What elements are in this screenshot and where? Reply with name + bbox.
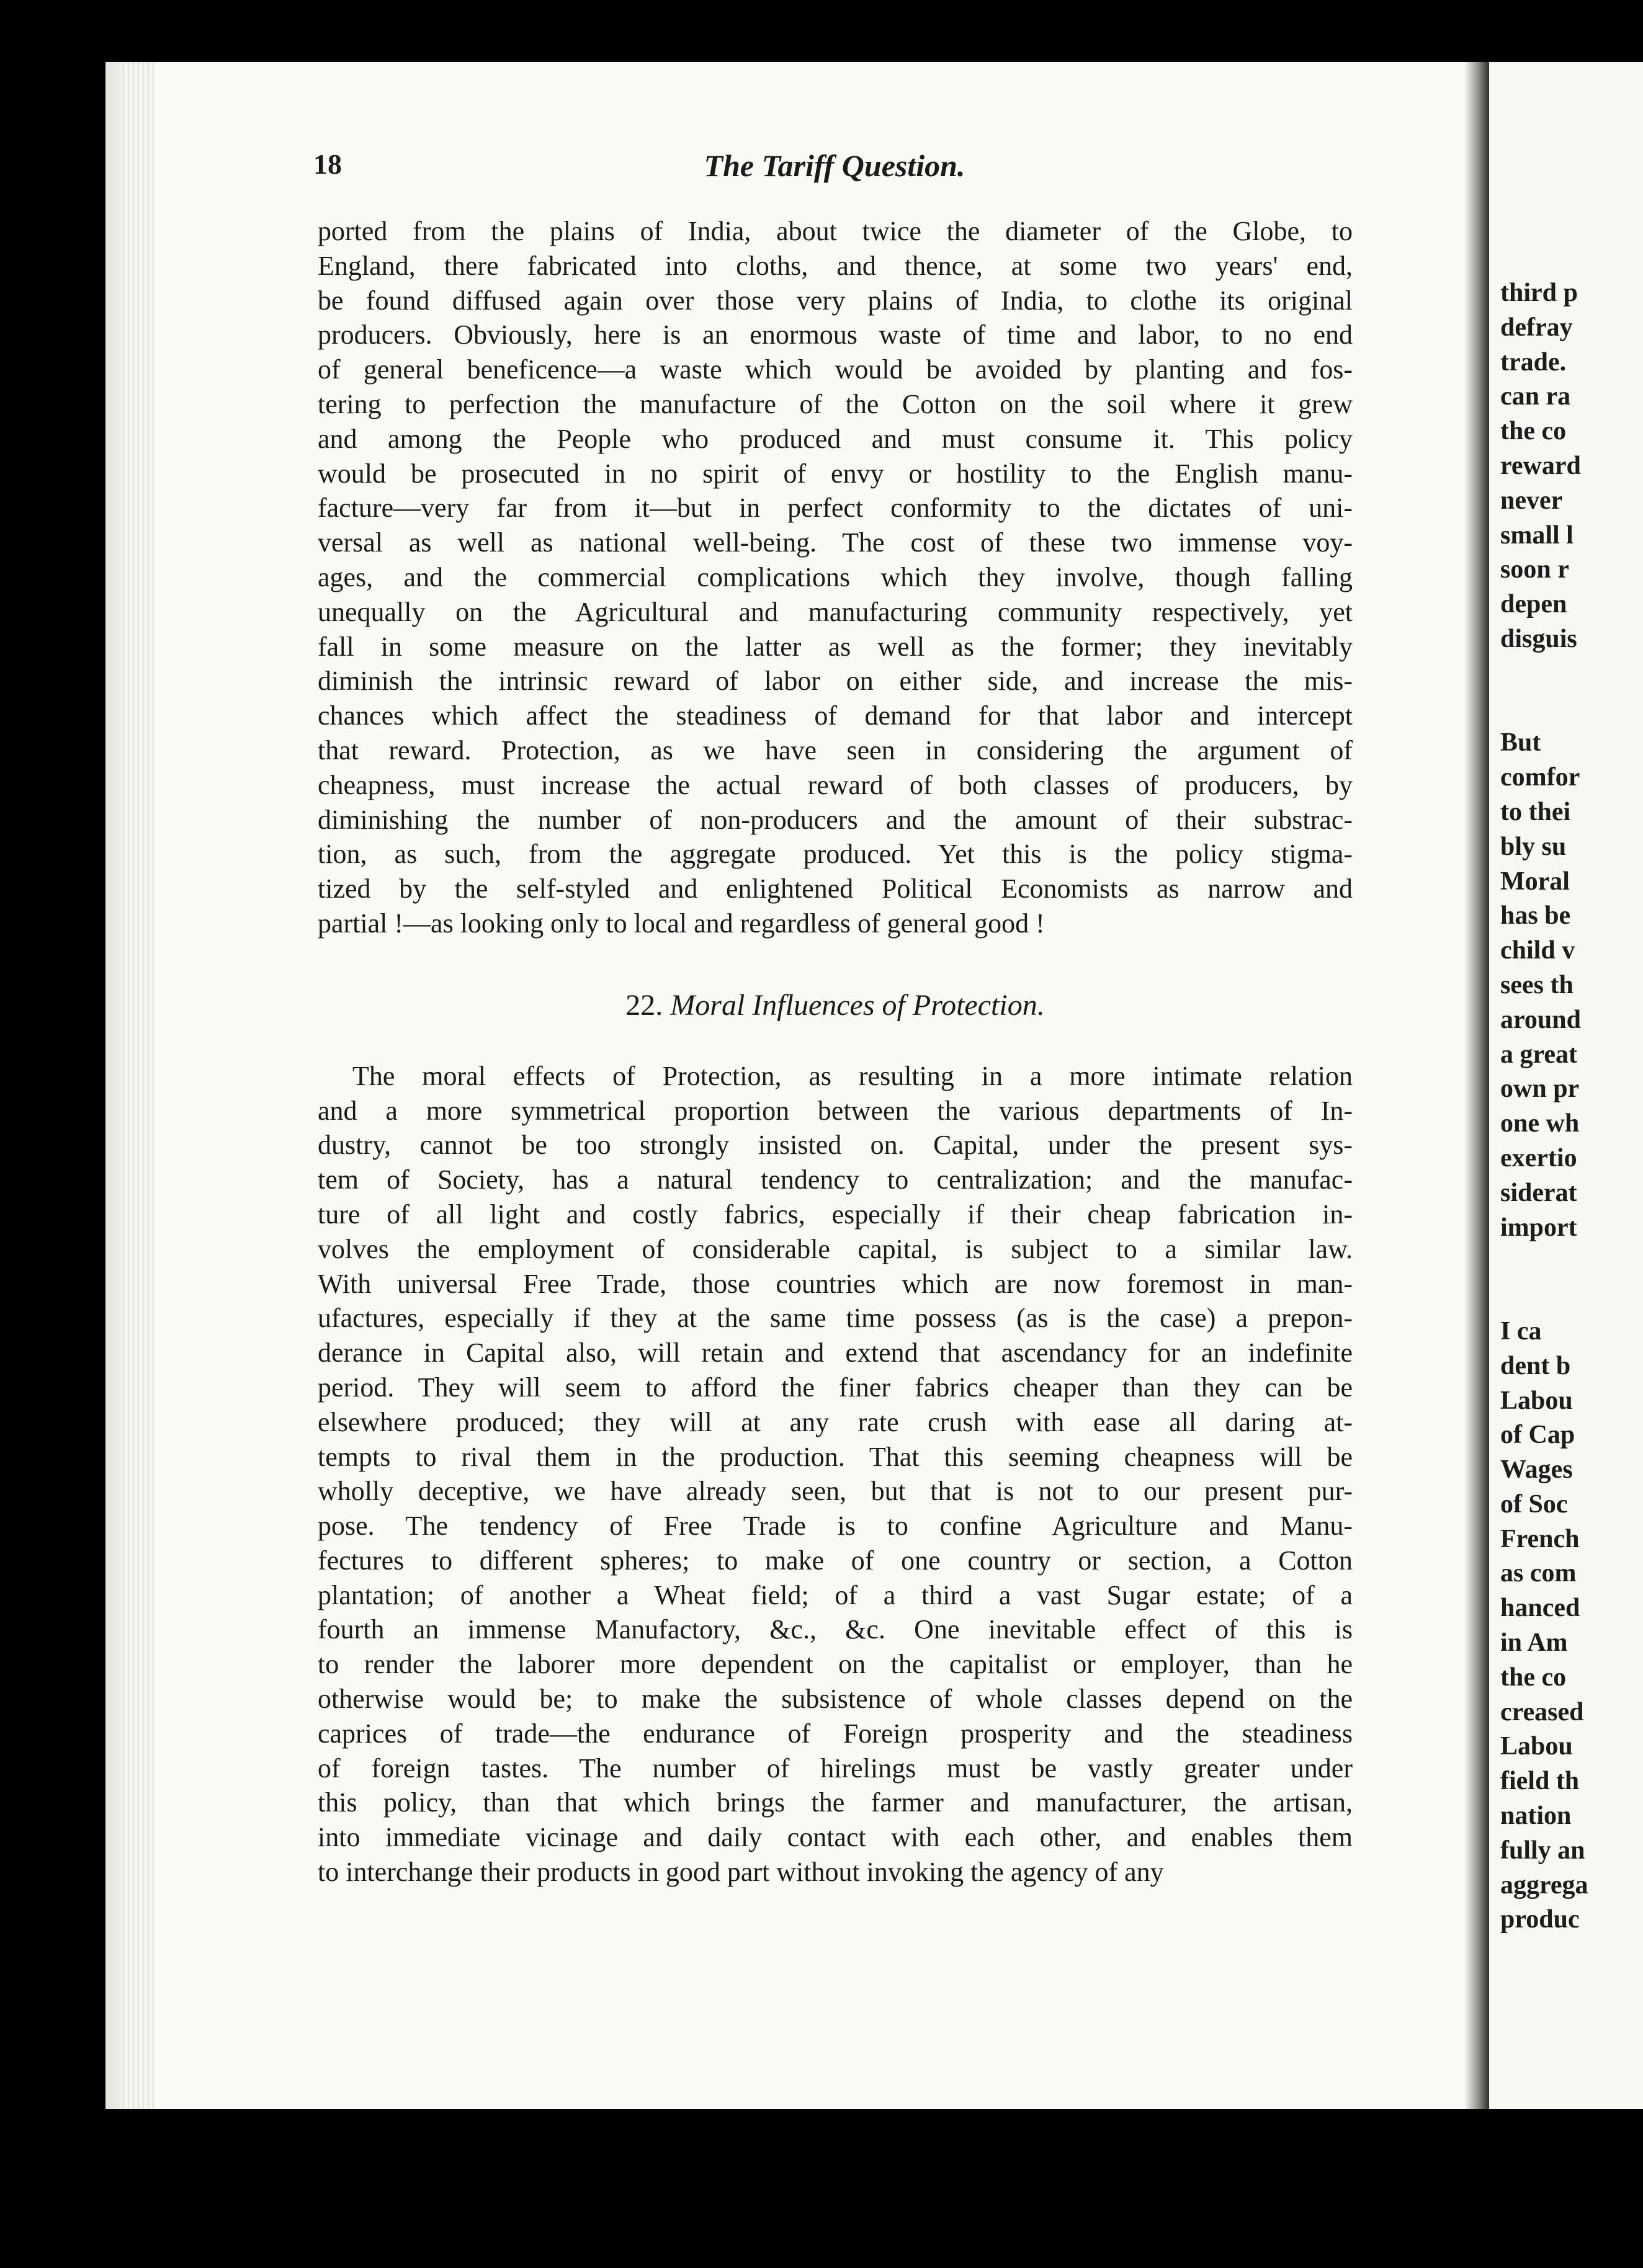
facing-line: aggrega xyxy=(1500,1870,1588,1900)
text-line: ufactures, especially if they at the same time possess (as is the case) a prepon- xyxy=(318,1303,1353,1334)
text-line: and among the People who produced and must consume it. This policy xyxy=(318,423,1353,454)
facing-line: third p xyxy=(1500,279,1578,307)
text-line: otherwise would be; to make the subsistence of whole classes depend on the xyxy=(318,1684,1353,1715)
facing-line: never xyxy=(1500,486,1563,515)
facing-page xyxy=(1489,62,1643,2109)
facing-line: around xyxy=(1500,1005,1581,1034)
text-line: to interchange their products in good part without invoking the agency of any xyxy=(318,1857,1164,1888)
text-line: would be prosecuted in no spirit of envy or hostility to the English manu- xyxy=(318,458,1353,489)
facing-line: depen xyxy=(1500,590,1567,619)
facing-line: of Soc xyxy=(1500,1489,1568,1519)
text-line: ages, and the commercial complications which they involve, though falling xyxy=(318,561,1353,592)
text-line: diminishing the number of non-producers and the amount of their substrac- xyxy=(318,804,1353,835)
text-line: diminish the intrinsic reward of labor on either side, and increase the mis- xyxy=(318,666,1353,697)
text-line: With universal Free Trade, those countries which are now foremost in man- xyxy=(318,1268,1353,1299)
facing-line: Labou xyxy=(1500,1732,1573,1761)
text-line: tering to perfection the manufacture of the Cotton on the soil where it grew xyxy=(318,388,1353,419)
text-line: that reward. Protection, as we have seen in considering the argument of xyxy=(318,734,1353,766)
running-title: The Tariff Question. xyxy=(704,148,965,183)
section-heading xyxy=(318,987,1353,1024)
paragraph-2 xyxy=(318,1059,1353,1890)
text-line: period. They will seem to afford the finer fabrics cheaper than they can be xyxy=(318,1372,1353,1403)
running-head xyxy=(313,148,1356,197)
text-line: fall in some measure on the latter as well as the former; they inevitably xyxy=(318,631,1353,662)
text-line: tempts to rival them in the production. That this seeming cheapness will be xyxy=(318,1441,1353,1472)
text-line: fourth an immense Manufactory, &c., &c. One inevitable effect of this is xyxy=(318,1614,1353,1645)
text-line: caprices of trade—the endurance of Foreign prosperity and the steadiness xyxy=(318,1718,1353,1749)
text-line: elsewhere produced; they will at any rate crush with ease all daring at- xyxy=(318,1406,1353,1437)
facing-line: can ra xyxy=(1500,382,1571,411)
facing-line: hanced xyxy=(1500,1594,1580,1623)
facing-line: in Am xyxy=(1500,1628,1568,1658)
text-line: pose. The tendency of Free Trade is to confine Agriculture and Manu- xyxy=(318,1511,1353,1542)
text-line: tized by the self-styled and enlightened Political Economists as narrow and xyxy=(318,873,1353,904)
facing-line: bly su xyxy=(1500,832,1567,861)
facing-line: Wages xyxy=(1500,1455,1573,1484)
text-line: of foreign tastes. The number of hirelings must be vastly greater under xyxy=(318,1752,1353,1784)
facing-line: Labou xyxy=(1500,1386,1573,1415)
facing-line: reward xyxy=(1500,451,1581,480)
text-line: cheapness, must increase the actual reward of both classes of producers, by xyxy=(318,769,1353,800)
text-line: tion, as such, from the aggregate produced. Yet this is the policy stigma- xyxy=(318,839,1353,870)
section-number: 22. xyxy=(625,988,663,1022)
page-number: 18 xyxy=(313,148,342,180)
text-line: be found diffused again over those very plains of India, to clothe its original xyxy=(318,285,1353,316)
facing-line: the co xyxy=(1500,417,1567,446)
facing-line: Moral xyxy=(1500,867,1570,896)
facing-line: sees th xyxy=(1500,970,1574,999)
text-line: this policy, than that which brings the farmer and manufacturer, the artisan, xyxy=(318,1787,1353,1818)
facing-line: small l xyxy=(1500,520,1574,550)
facing-line: import xyxy=(1500,1213,1577,1242)
text-line: The moral effects of Protection, as resulting in a more intimate relation xyxy=(352,1060,1353,1091)
facing-line: has be xyxy=(1500,901,1571,931)
text-line: volves the employment of considerable capital, is subject to a similar law. xyxy=(318,1233,1353,1264)
paragraph-1 xyxy=(318,214,1353,941)
body-text xyxy=(318,214,1353,1890)
text-line: England, there fabricated into cloths, and thence, at some two years' end, xyxy=(318,250,1353,281)
facing-line: a great xyxy=(1500,1040,1578,1069)
facing-line: nation xyxy=(1500,1801,1572,1831)
text-line: derance in Capital also, will retain and extend that ascendancy for an indefinite xyxy=(318,1337,1353,1368)
facing-line: soon r xyxy=(1500,555,1569,584)
facing-line: produc xyxy=(1500,1905,1580,1934)
facing-line: as com xyxy=(1500,1559,1577,1588)
facing-gap xyxy=(1500,692,1643,726)
facing-line: French xyxy=(1500,1524,1580,1553)
text-line: producers. Obviously, here is an enormous waste of time and labor, to no end xyxy=(318,319,1353,350)
facing-line: dent b xyxy=(1500,1351,1571,1380)
facing-line: child v xyxy=(1500,936,1575,965)
facing-page-text xyxy=(1500,276,1643,1937)
section-title: Moral Influences of Protection. xyxy=(670,988,1045,1022)
text-line: tem of Society, has a natural tendency to centralization; and the manufac- xyxy=(318,1164,1353,1195)
facing-line: trade. xyxy=(1500,347,1567,377)
facing-line: exertio xyxy=(1500,1143,1577,1172)
text-line: of general beneficence—a waste which would be avoided by planting and fos- xyxy=(318,354,1353,385)
facing-line: comfor xyxy=(1500,763,1580,792)
facing-line: to thei xyxy=(1500,797,1571,826)
text-line: fectures to different spheres; to make of one country or section, a Cotton xyxy=(318,1545,1353,1576)
facing-gap xyxy=(1500,1280,1643,1315)
text-line: ported from the plains of India, about twice the diameter of the Globe, to xyxy=(318,216,1353,246)
text-line: chances which affect the steadiness of demand for that labor and intercept xyxy=(318,700,1353,731)
text-line: ture of all light and costly fabrics, especially if their cheap fabrication in- xyxy=(318,1199,1353,1230)
text-line: unequally on the Agricultural and manufacturing community respectively, yet xyxy=(318,596,1353,627)
text-line: facture—very far from it—but in perfect conformity to the dictates of uni- xyxy=(318,493,1353,524)
facing-line: creased xyxy=(1500,1697,1584,1726)
text-line: partial !—as looking only to local and regardless of general good ! xyxy=(318,908,1045,939)
text-line: to render the laborer more dependent on the capitalist or employer, than he xyxy=(318,1649,1353,1680)
facing-line: fully an xyxy=(1500,1836,1585,1865)
text-line: and a more symmetrical proportion between the various departments of In- xyxy=(318,1095,1353,1126)
facing-gap xyxy=(1500,1245,1643,1280)
text-line: versal as well as national well-being. The cost of these two immense voy- xyxy=(318,527,1353,558)
facing-line: field th xyxy=(1500,1767,1580,1796)
facing-line: of Cap xyxy=(1500,1421,1575,1450)
book-gutter xyxy=(1464,62,1489,2109)
page-edges xyxy=(118,62,155,2109)
text-line: plantation; of another a Wheat field; of a third a vast Sugar estate; of a xyxy=(318,1579,1353,1610)
facing-line: disguis xyxy=(1500,624,1577,653)
facing-gap xyxy=(1500,657,1643,692)
facing-line: the co xyxy=(1500,1663,1567,1692)
facing-line: But xyxy=(1500,728,1541,757)
facing-line: defray xyxy=(1500,313,1573,342)
facing-line: I ca xyxy=(1500,1316,1542,1346)
facing-line: own pr xyxy=(1500,1074,1580,1104)
text-line: dustry, cannot be too strongly insisted on. Capital, under the present sys- xyxy=(318,1130,1353,1161)
facing-line: one wh xyxy=(1500,1109,1580,1138)
text-line: into immediate vicinage and daily contact with each other, and enables them xyxy=(318,1822,1353,1853)
text-line: wholly deceptive, we have already seen, but that is not to our present pur- xyxy=(318,1476,1353,1507)
facing-line: siderat xyxy=(1500,1178,1577,1207)
